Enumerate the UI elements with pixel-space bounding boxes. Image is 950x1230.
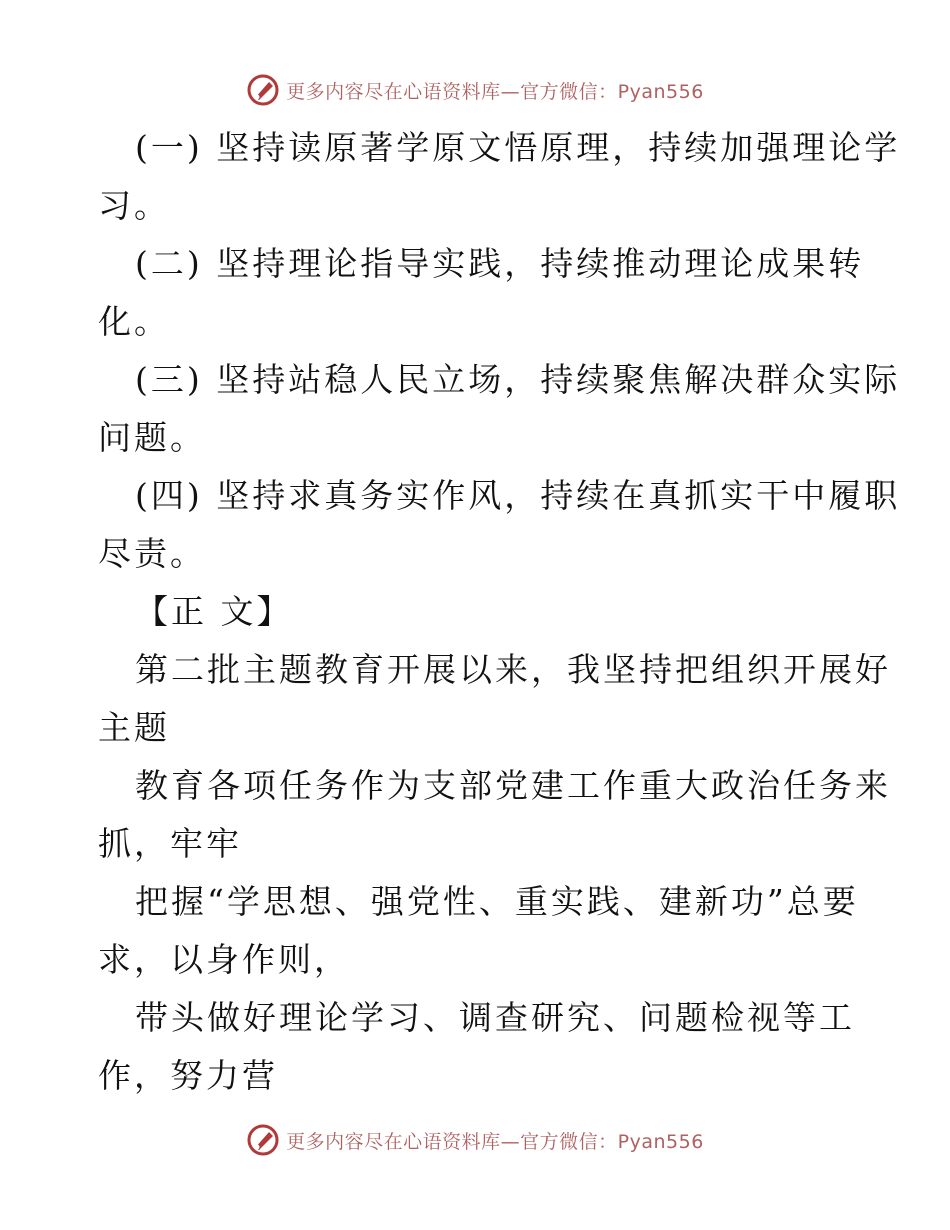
watermark-text: 更多内容尽在心语资料库—官方微信：Pyan556 [286,80,704,103]
watermark-banner-bottom [0,1120,950,1160]
pen-logo-icon [246,73,280,107]
text-line: 习。 [98,186,170,225]
text-line: 主题 [98,708,170,747]
text-line: (四) 坚持求真务实作风，持续在真抓实干中履职 [135,476,901,515]
text-line: (二) 坚持理论指导实践，持续推动理论成果转 [135,244,865,283]
text-line: (一) 坚持读原著学原文悟原理，持续加强理论学 [135,128,901,167]
text-line: 教育各项任务作为支部党建工作重大政治任务来 [135,766,891,805]
text-line: 求，以身作则， [98,940,350,979]
text-line: 把握“学思想、强党性、重实践、建新功”总要 [135,882,859,921]
text-line: 第二批主题教育开展以来，我坚持把组织开展好 [135,650,891,689]
text-line: 化。 [98,302,170,341]
text-line: 尽责。 [98,534,206,573]
text-line: (三) 坚持站稳人民立场，持续聚焦解决群众实际 [135,360,901,399]
text-line: 问题。 [98,418,206,457]
section-heading: 【正 文】 [135,592,293,631]
watermark-banner-top [0,70,950,110]
text-line: 作，努力营 [98,1056,278,1095]
pen-logo-icon [246,1123,280,1157]
watermark-text: 更多内容尽在心语资料库—官方微信：Pyan556 [286,1130,704,1153]
text-line: 带头做好理论学习、调查研究、问题检视等工 [135,998,855,1037]
text-line: 抓，牢牢 [98,824,242,863]
